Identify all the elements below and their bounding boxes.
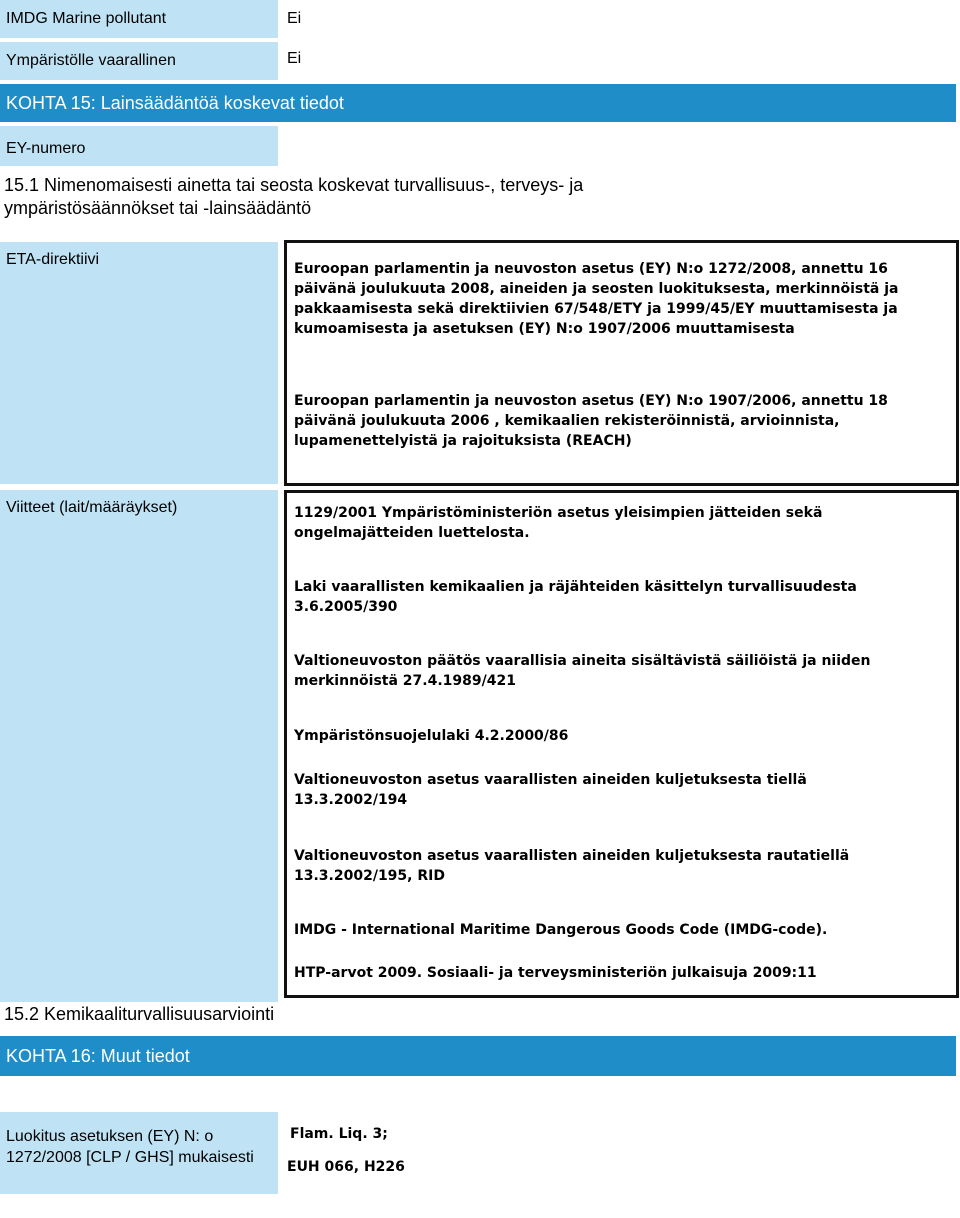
clp-hazard-statements: EUH 066, H226	[287, 1159, 405, 1175]
imdg-marine-pollutant-label: IMDG Marine pollutant	[6, 10, 167, 27]
subsection-15-1-heading: 15.1 Nimenomaisesti ainetta tai seosta koskevat turvallisuus-, terveys- ja ympäristösäännökset tai -lainsäädäntö	[4, 175, 584, 218]
section-16-banner	[0, 1036, 956, 1076]
eta-paragraph-clp: Euroopan parlamentin ja neuvoston asetus (EY) N:o 1272/2008, annettu 16 päivänä joulukuuta 2008, aineiden ja seosten luokituksesta, merkinnöistä ja pakkaamisesta sekä direktiivien 67/548/ETY ja 1999/45/EY muuttamisesta ja kumoamisesta ja asetuksen (EY) N:o 1907/2006 muuttamisesta	[294, 261, 899, 337]
reference-item: IMDG - International Maritime Dangerous Goods Code (IMDG-code).	[294, 922, 828, 938]
clp-classification-label: Luokitus asetuksen (EY) N: o 1272/2008 [CLP / GHS] mukaisesti	[6, 1128, 254, 1166]
eta-directive-label-cell	[0, 242, 278, 484]
subsection-15-2-heading: 15.2 Kemikaaliturvallisuusarviointi	[4, 1004, 275, 1024]
reference-item: Valtioneuvoston asetus vaarallisten aineiden kuljetuksesta rautatiellä 13.3.2002/195, RID	[294, 848, 850, 884]
reference-item: Laki vaarallisten kemikaalien ja räjähteiden käsittelyn turvallisuudesta 3.6.2005/390	[294, 579, 857, 615]
environmental-hazard-value: Ei	[287, 50, 302, 67]
reference-item: Ympäristönsuojelulaki 4.2.2000/86	[294, 728, 569, 744]
references-label-cell	[0, 490, 278, 1002]
environmental-hazard-label: Ympäristölle vaarallinen	[6, 52, 176, 69]
references-label: Viitteet (lait/määräykset)	[6, 499, 178, 516]
eta-directive-label: ETA-direktiivi	[6, 251, 100, 268]
reference-item: HTP-arvot 2009. Sosiaali- ja terveysministeriön julkaisuja 2009:11	[294, 965, 817, 981]
eta-paragraph-reach: Euroopan parlamentin ja neuvoston asetus (EY) N:o 1907/2006, annettu 18 päivänä joulukuuta 2006 , kemikaalien rekisteröinnistä, arvioinnista, lupamenettelyistä ja rajoituksista (REACH)	[294, 393, 888, 449]
references-box	[284, 490, 959, 998]
section-16-title: KOHTA 16: Muut tiedot	[6, 1046, 190, 1066]
imdg-marine-pollutant-value: Ei	[287, 10, 302, 27]
eta-directive-box	[284, 240, 959, 486]
section-15-banner	[0, 84, 956, 122]
reference-item: Valtioneuvoston asetus vaarallisten aineiden kuljetuksesta tiellä 13.3.2002/194	[294, 772, 807, 808]
ey-number-label: EY-numero	[6, 140, 86, 157]
reference-item: Valtioneuvoston päätös vaarallisia aineita sisältävistä säiliöistä ja niiden merkinnöistä 27.4.1989/421	[294, 653, 871, 689]
clp-classification-value: Flam. Liq. 3;	[290, 1126, 388, 1142]
section-15-title: KOHTA 15: Lainsäädäntöä koskevat tiedot	[6, 93, 344, 113]
reference-item: 1129/2001 Ympäristöministeriön asetus yleisimpien jätteiden sekä ongelmajätteiden luettelosta.	[294, 505, 823, 541]
